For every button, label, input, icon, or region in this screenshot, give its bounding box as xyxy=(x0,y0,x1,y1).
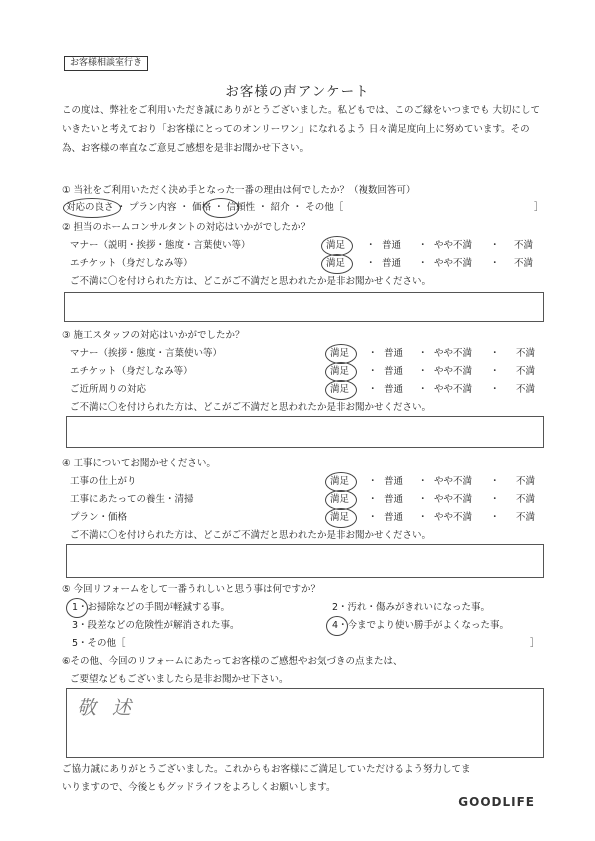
scale-dot: ・ xyxy=(418,240,428,251)
q2-manner-answer-circle xyxy=(321,236,353,256)
scale-somewhat-unsatisfied[interactable]: やや不満 xyxy=(434,512,473,523)
scale-unsatisfied[interactable]: 不満 xyxy=(516,366,536,377)
q5-option-5[interactable]: 5・その他［ xyxy=(72,638,126,649)
scale-dot: ・ xyxy=(368,348,378,359)
handwritten-answer: 敬 述 xyxy=(77,697,137,719)
scale-dot: ・ xyxy=(490,366,500,377)
scale-dot: ・ xyxy=(490,384,500,395)
q5-option-2[interactable]: 2・汚れ・傷みがきれいになった事。 xyxy=(332,602,491,613)
q5-option-1[interactable]: 1・お掃除などの手間が軽減する事。 xyxy=(72,602,231,613)
q4-finish-answer-circle xyxy=(325,472,357,492)
footer-thanks-line1: ご協力誠にありがとうございました。これからもお客様にご満足していただけるよう努力してま xyxy=(62,764,471,775)
scale-somewhat-unsatisfied[interactable]: やや不満 xyxy=(434,348,473,359)
scale-satisfied[interactable]: 満足 xyxy=(330,494,350,505)
q5-close-bracket: ］ xyxy=(530,638,540,649)
scale-dot: ・ xyxy=(418,348,428,359)
scale-somewhat-unsatisfied[interactable]: やや不満 xyxy=(434,240,473,251)
q6-question-line2: ご要望などもございましたら是非お聞かせ下さい。 xyxy=(70,674,289,685)
q3-question: ③ 施工スタッフの対応はいかがでしたか？ xyxy=(62,330,245,341)
scale-neutral[interactable]: 普通 xyxy=(384,348,404,359)
q4-comment-prompt: ご不満に〇を付けられた方は、どこがご不満だと思われたか是非お聞かせください。 xyxy=(70,530,432,541)
q5-answer-circle-1 xyxy=(66,598,88,618)
q1-answer-circle-1 xyxy=(63,198,121,218)
scale-satisfied[interactable]: 満足 xyxy=(326,258,346,269)
q3-item-etiquette: エチケット（身だしなみ等） xyxy=(70,366,193,377)
q5-answer-circle-4 xyxy=(326,616,348,636)
scale-unsatisfied[interactable]: 不満 xyxy=(516,512,536,523)
q3-item-manner: マナー（挨拶・態度・言葉使い等） xyxy=(70,348,223,359)
q1-answer-circle-2 xyxy=(203,198,239,218)
scale-dot: ・ xyxy=(490,258,500,269)
scale-unsatisfied[interactable]: 不満 xyxy=(514,240,534,251)
q2-comment-prompt: ご不満に〇を付けられた方は、どこがご不満だと思われたか是非お聞かせください。 xyxy=(70,276,432,287)
q4-item-finish: 工事の仕上がり xyxy=(70,476,137,487)
scale-neutral[interactable]: 普通 xyxy=(384,512,404,523)
q1-question: ① 当社をご利用いただく決め手となった一番の理由は何でしたか？（複数回答可） xyxy=(62,185,416,196)
scale-unsatisfied[interactable]: 不満 xyxy=(516,476,536,487)
scale-dot: ・ xyxy=(490,512,500,523)
scale-dot: ・ xyxy=(366,258,376,269)
q1-options[interactable]: 対応の良さ ・ プラン内容 ・ 価格 ・ 信頼性 ・ 紹介 ・ その他［ xyxy=(66,202,344,213)
scale-unsatisfied[interactable]: 不満 xyxy=(516,348,536,359)
q2-comment-box[interactable] xyxy=(64,292,544,322)
q5-option-3[interactable]: 3・段差などの危険性が解消された事。 xyxy=(72,620,240,631)
destination-label: お客様相談室行き xyxy=(64,56,148,71)
q3-neighbors-answer-circle xyxy=(325,380,357,400)
scale-dot: ・ xyxy=(418,476,428,487)
scale-dot: ・ xyxy=(418,258,428,269)
scale-dot: ・ xyxy=(418,384,428,395)
scale-dot: ・ xyxy=(368,494,378,505)
scale-somewhat-unsatisfied[interactable]: やや不満 xyxy=(434,384,473,395)
scale-unsatisfied[interactable]: 不満 xyxy=(516,494,536,505)
q3-comment-prompt: ご不満に〇を付けられた方は、どこがご不満だと思われたか是非お聞かせください。 xyxy=(70,402,432,413)
scale-somewhat-unsatisfied[interactable]: やや不満 xyxy=(434,258,473,269)
scale-neutral[interactable]: 普通 xyxy=(384,366,404,377)
q3-item-neighbors: ご近所周りの対応 xyxy=(70,384,147,395)
q5-question: ⑤ 今回リフォームをして一番うれしいと思う事は何ですか？ xyxy=(62,584,321,595)
q6-comment-box[interactable] xyxy=(66,688,544,758)
scale-satisfied[interactable]: 満足 xyxy=(326,240,346,251)
scale-dot: ・ xyxy=(366,240,376,251)
scale-dot: ・ xyxy=(368,476,378,487)
q4-plan-price-answer-circle xyxy=(325,508,357,528)
q6-question-line1: ⑥その他、今回のリフォームにあたってお客様のご感想やお気づきの点または、 xyxy=(62,656,403,667)
scale-dot: ・ xyxy=(418,366,428,377)
page-title: お客様の声アンケート xyxy=(225,84,370,100)
q4-item-cleaning: 工事にあたっての養生・清掃 xyxy=(70,494,194,505)
scale-satisfied[interactable]: 満足 xyxy=(330,384,350,395)
q3-etiquette-answer-circle xyxy=(325,362,357,382)
q5-option-4[interactable]: 4・今までより使い勝手がよくなった事。 xyxy=(332,620,510,631)
q4-item-plan-price: プラン・価格 xyxy=(70,512,128,523)
scale-dot: ・ xyxy=(490,476,500,487)
q2-etiquette-answer-circle xyxy=(321,254,353,274)
q2-item-etiquette: エチケット（身だしなみ等） xyxy=(70,258,193,269)
scale-somewhat-unsatisfied[interactable]: やや不満 xyxy=(434,494,473,505)
q3-comment-box[interactable] xyxy=(66,416,544,448)
scale-dot: ・ xyxy=(368,366,378,377)
scale-dot: ・ xyxy=(368,512,378,523)
scale-satisfied[interactable]: 満足 xyxy=(330,366,350,377)
scale-unsatisfied[interactable]: 不満 xyxy=(514,258,534,269)
scale-neutral[interactable]: 普通 xyxy=(384,384,404,395)
q1-close-bracket: ］ xyxy=(534,202,544,213)
scale-dot: ・ xyxy=(418,512,428,523)
q4-cleaning-answer-circle xyxy=(325,490,357,510)
scale-dot: ・ xyxy=(490,494,500,505)
scale-satisfied[interactable]: 満足 xyxy=(330,476,350,487)
scale-neutral[interactable]: 普通 xyxy=(384,494,404,505)
scale-dot: ・ xyxy=(490,348,500,359)
scale-neutral[interactable]: 普通 xyxy=(382,258,402,269)
scale-dot: ・ xyxy=(368,384,378,395)
scale-dot: ・ xyxy=(490,240,500,251)
scale-neutral[interactable]: 普通 xyxy=(382,240,402,251)
scale-neutral[interactable]: 普通 xyxy=(384,476,404,487)
q4-comment-box[interactable] xyxy=(66,544,544,578)
scale-somewhat-unsatisfied[interactable]: やや不満 xyxy=(434,366,473,377)
scale-satisfied[interactable]: 満足 xyxy=(330,348,350,359)
q2-item-manner: マナー（説明・挨拶・態度・言葉使い等） xyxy=(70,240,251,251)
scale-satisfied[interactable]: 満足 xyxy=(330,512,350,523)
scale-unsatisfied[interactable]: 不満 xyxy=(516,384,536,395)
footer-thanks-line2: いりますので、今後ともグッドライフをよろしくお願いします。 xyxy=(62,782,336,793)
goodlife-logo: GOODLIFE xyxy=(458,795,535,809)
q4-question: ④ 工事についてお聞かせください。 xyxy=(62,458,216,469)
q3-manner-answer-circle xyxy=(325,344,357,364)
q2-question: ② 担当のホームコンサルタントの対応はいかがでしたか？ xyxy=(62,222,311,233)
scale-dot: ・ xyxy=(418,494,428,505)
intro-text: この度は、弊社をご利用いただき誠にありがとうございました。私どもでは、このご縁をいつまでも 大切にしていきたいと考えており「お客様にとってのオンリーワン」になれるよう 日々満足度向上に努めています。その為、お客様の率直なご意見ご感想を是非お聞かせ下さい。 xyxy=(62,105,541,154)
scale-somewhat-unsatisfied[interactable]: やや不満 xyxy=(434,476,473,487)
